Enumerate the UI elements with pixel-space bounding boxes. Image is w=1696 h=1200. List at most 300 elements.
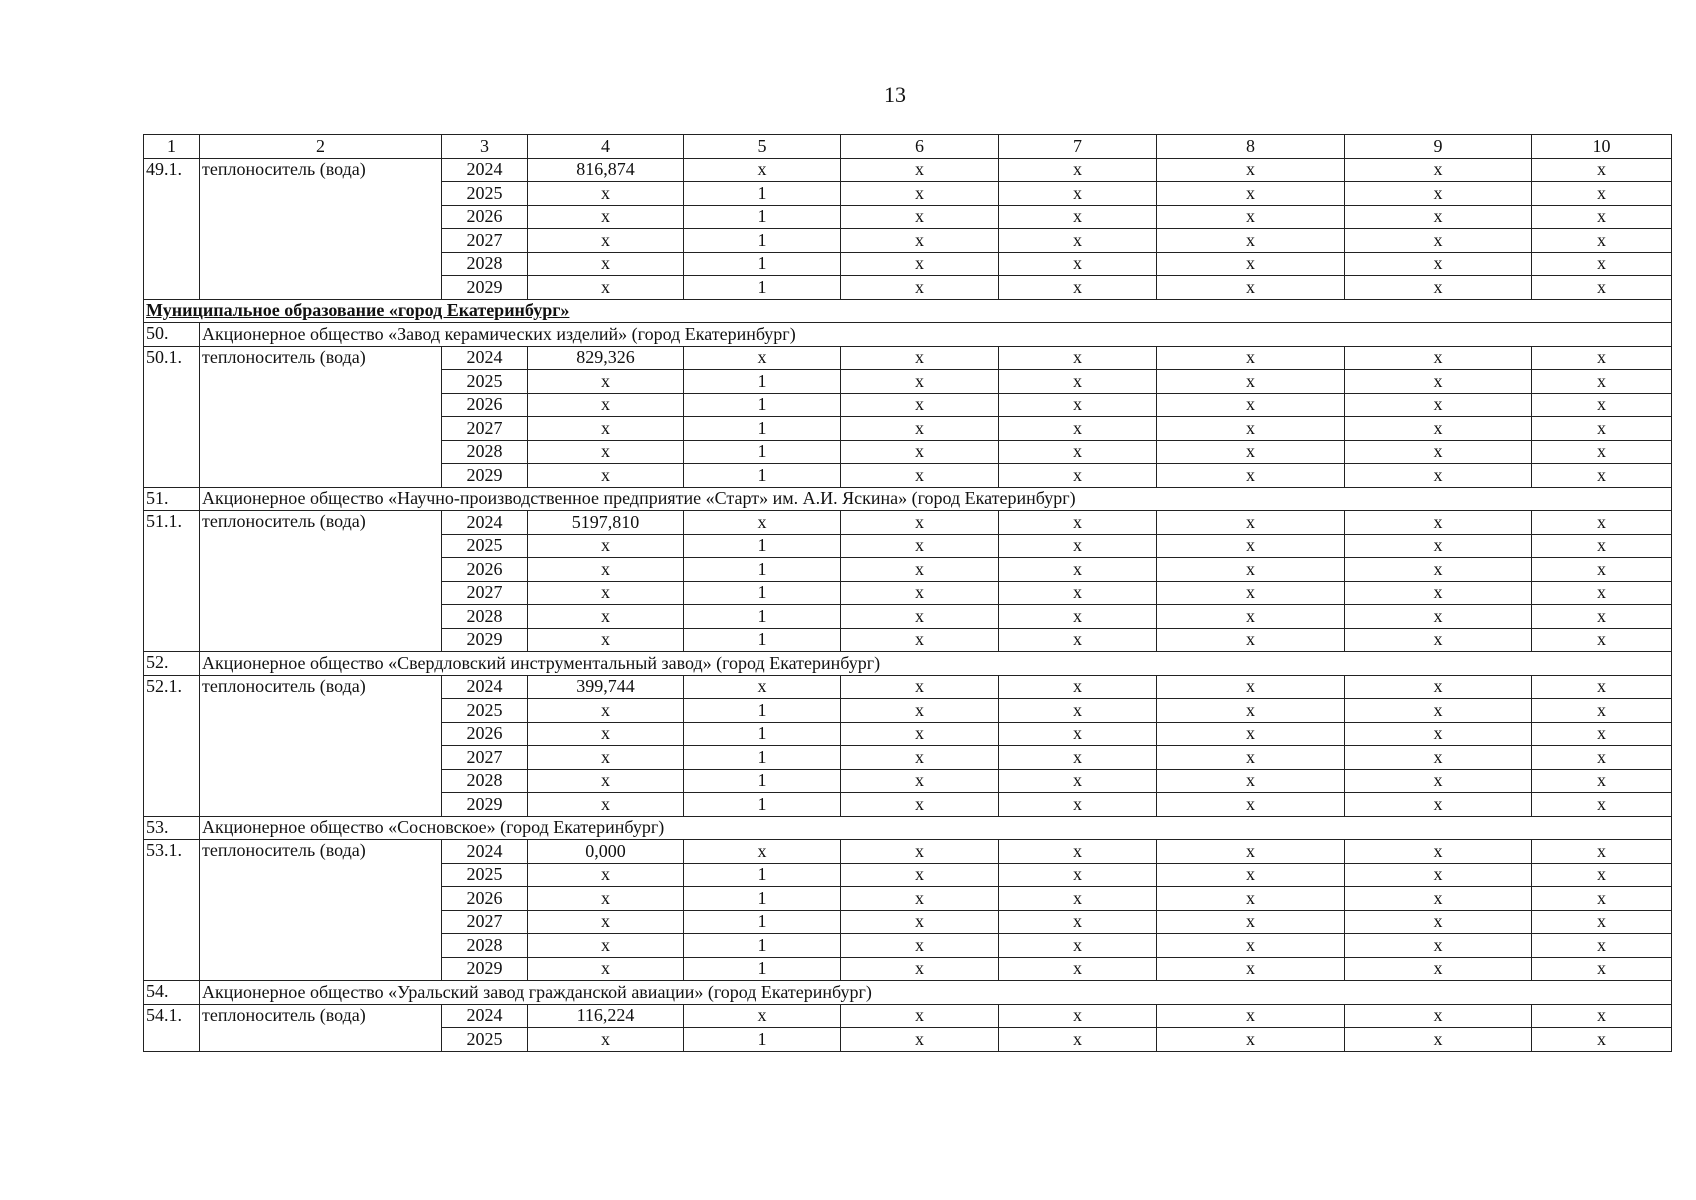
value-cell-col-4: х xyxy=(528,957,684,981)
value-cell-col-9: х xyxy=(1345,722,1532,746)
value-cell-col-10: х xyxy=(1532,581,1672,605)
column-number-7: 7 xyxy=(999,135,1157,159)
item-number: 51.1. xyxy=(144,511,200,652)
value-cell-col-5: 1 xyxy=(684,229,841,253)
value-cell-col-7: х xyxy=(999,605,1157,629)
value-cell-col-4: 399,744 xyxy=(528,675,684,699)
value-cell-col-9: х xyxy=(1345,1028,1532,1052)
value-cell-col-9: х xyxy=(1345,605,1532,629)
value-cell-col-7: х xyxy=(999,440,1157,464)
value-cell-col-4: х xyxy=(528,910,684,934)
value-cell-col-9: х xyxy=(1345,534,1532,558)
organization-row xyxy=(144,981,1672,1005)
value-cell-col-4: х xyxy=(528,722,684,746)
value-cell-col-4: х xyxy=(528,182,684,206)
value-cell-col-6: х xyxy=(841,440,999,464)
value-cell-col-10: х xyxy=(1532,699,1672,723)
value-cell-col-4: х xyxy=(528,205,684,229)
year-row xyxy=(144,840,1672,864)
value-cell-col-4: 0,000 xyxy=(528,840,684,864)
value-cell-col-8: х xyxy=(1157,793,1345,817)
value-cell-col-6: х xyxy=(841,605,999,629)
year-cell: 2026 xyxy=(442,558,528,582)
year-cell: 2025 xyxy=(442,182,528,206)
value-cell-col-6: х xyxy=(841,887,999,911)
year-cell: 2027 xyxy=(442,746,528,770)
value-cell-col-5: 1 xyxy=(684,182,841,206)
value-cell-col-4: х xyxy=(528,887,684,911)
value-cell-col-8: х xyxy=(1157,840,1345,864)
value-cell-col-10: х xyxy=(1532,511,1672,535)
value-cell-col-5: 1 xyxy=(684,957,841,981)
value-cell-col-4: х xyxy=(528,534,684,558)
value-cell-col-5: 1 xyxy=(684,746,841,770)
column-number-4: 4 xyxy=(528,135,684,159)
value-cell-col-9: х xyxy=(1345,417,1532,441)
value-cell-col-8: х xyxy=(1157,722,1345,746)
carrier-name: теплоноситель (вода) xyxy=(200,158,442,299)
value-cell-col-5: 1 xyxy=(684,934,841,958)
value-cell-col-7: х xyxy=(999,675,1157,699)
value-cell-col-10: х xyxy=(1532,440,1672,464)
value-cell-col-5: 1 xyxy=(684,863,841,887)
year-cell: 2026 xyxy=(442,205,528,229)
value-cell-col-7: х xyxy=(999,511,1157,535)
value-cell-col-10: х xyxy=(1532,793,1672,817)
value-cell-col-9: х xyxy=(1345,628,1532,652)
value-cell-col-10: х xyxy=(1532,276,1672,300)
value-cell-col-8: х xyxy=(1157,628,1345,652)
value-cell-col-10: х xyxy=(1532,534,1672,558)
value-cell-col-5: х xyxy=(684,1004,841,1028)
organization-row xyxy=(144,816,1672,840)
value-cell-col-6: х xyxy=(841,370,999,394)
value-cell-col-4: 116,224 xyxy=(528,1004,684,1028)
value-cell-col-10: х xyxy=(1532,1028,1672,1052)
year-row xyxy=(144,1004,1672,1028)
value-cell-col-10: х xyxy=(1532,229,1672,253)
column-number-10: 10 xyxy=(1532,135,1672,159)
value-cell-col-4: х xyxy=(528,605,684,629)
value-cell-col-5: 1 xyxy=(684,628,841,652)
value-cell-col-5: 1 xyxy=(684,393,841,417)
value-cell-col-10: х xyxy=(1532,605,1672,629)
value-cell-col-5: х xyxy=(684,346,841,370)
value-cell-col-6: х xyxy=(841,769,999,793)
carrier-name: теплоноситель (вода) xyxy=(200,675,442,816)
value-cell-col-8: х xyxy=(1157,746,1345,770)
year-cell: 2027 xyxy=(442,229,528,253)
year-cell: 2024 xyxy=(442,675,528,699)
value-cell-col-4: х xyxy=(528,699,684,723)
year-cell: 2028 xyxy=(442,252,528,276)
value-cell-col-9: х xyxy=(1345,229,1532,253)
value-cell-col-9: х xyxy=(1345,746,1532,770)
value-cell-col-5: 1 xyxy=(684,699,841,723)
value-cell-col-10: х xyxy=(1532,370,1672,394)
value-cell-col-9: х xyxy=(1345,558,1532,582)
value-cell-col-9: х xyxy=(1345,910,1532,934)
value-cell-col-6: х xyxy=(841,863,999,887)
year-cell: 2028 xyxy=(442,769,528,793)
value-cell-col-10: х xyxy=(1532,158,1672,182)
year-cell: 2027 xyxy=(442,581,528,605)
year-cell: 2024 xyxy=(442,511,528,535)
value-cell-col-7: х xyxy=(999,887,1157,911)
year-cell: 2024 xyxy=(442,1004,528,1028)
value-cell-col-8: х xyxy=(1157,158,1345,182)
value-cell-col-8: х xyxy=(1157,605,1345,629)
value-cell-col-4: х xyxy=(528,276,684,300)
value-cell-col-6: х xyxy=(841,746,999,770)
value-cell-col-7: х xyxy=(999,746,1157,770)
value-cell-col-9: х xyxy=(1345,699,1532,723)
value-cell-col-8: х xyxy=(1157,534,1345,558)
value-cell-col-6: х xyxy=(841,464,999,488)
value-cell-col-10: х xyxy=(1532,840,1672,864)
value-cell-col-4: х xyxy=(528,581,684,605)
value-cell-col-7: х xyxy=(999,276,1157,300)
year-cell: 2029 xyxy=(442,276,528,300)
value-cell-col-7: х xyxy=(999,393,1157,417)
value-cell-col-6: х xyxy=(841,957,999,981)
value-cell-col-4: 5197,810 xyxy=(528,511,684,535)
value-cell-col-5: 1 xyxy=(684,769,841,793)
value-cell-col-4: х xyxy=(528,934,684,958)
value-cell-col-5: 1 xyxy=(684,793,841,817)
value-cell-col-5: 1 xyxy=(684,910,841,934)
year-row xyxy=(144,158,1672,182)
value-cell-col-5: х xyxy=(684,840,841,864)
year-cell: 2024 xyxy=(442,346,528,370)
value-cell-col-6: х xyxy=(841,252,999,276)
value-cell-col-7: х xyxy=(999,205,1157,229)
year-cell: 2028 xyxy=(442,440,528,464)
organization-number: 52. xyxy=(144,652,200,676)
year-cell: 2025 xyxy=(442,699,528,723)
value-cell-col-7: х xyxy=(999,863,1157,887)
year-cell: 2025 xyxy=(442,534,528,558)
value-cell-col-4: х xyxy=(528,769,684,793)
value-cell-col-8: х xyxy=(1157,699,1345,723)
value-cell-col-9: х xyxy=(1345,346,1532,370)
value-cell-col-4: х xyxy=(528,393,684,417)
value-cell-col-8: х xyxy=(1157,252,1345,276)
value-cell-col-6: х xyxy=(841,934,999,958)
organization-number: 54. xyxy=(144,981,200,1005)
year-cell: 2025 xyxy=(442,863,528,887)
value-cell-col-8: х xyxy=(1157,229,1345,253)
value-cell-col-9: х xyxy=(1345,276,1532,300)
value-cell-col-9: х xyxy=(1345,393,1532,417)
value-cell-col-5: 1 xyxy=(684,534,841,558)
value-cell-col-10: х xyxy=(1532,887,1672,911)
value-cell-col-7: х xyxy=(999,581,1157,605)
value-cell-col-8: х xyxy=(1157,205,1345,229)
value-cell-col-9: х xyxy=(1345,581,1532,605)
value-cell-col-7: х xyxy=(999,158,1157,182)
page-number: 13 xyxy=(884,82,906,107)
organization-name: Акционерное общество «Уральский завод гражданской авиации» (город Екатеринбург) xyxy=(200,981,1672,1005)
value-cell-col-5: 1 xyxy=(684,205,841,229)
value-cell-col-10: х xyxy=(1532,675,1672,699)
value-cell-col-7: х xyxy=(999,910,1157,934)
value-cell-col-9: х xyxy=(1345,158,1532,182)
value-cell-col-4: х xyxy=(528,417,684,441)
value-cell-col-9: х xyxy=(1345,511,1532,535)
value-cell-col-10: х xyxy=(1532,558,1672,582)
value-cell-col-9: х xyxy=(1345,464,1532,488)
value-cell-col-4: х xyxy=(528,863,684,887)
value-cell-col-5: 1 xyxy=(684,464,841,488)
value-cell-col-4: 816,874 xyxy=(528,158,684,182)
year-cell: 2029 xyxy=(442,628,528,652)
value-cell-col-4: х xyxy=(528,370,684,394)
year-cell: 2029 xyxy=(442,464,528,488)
organization-name: Акционерное общество «Научно-производственное предприятие «Старт» им. А.И. Яскина» (город Екатеринбург) xyxy=(200,487,1672,511)
value-cell-col-10: х xyxy=(1532,910,1672,934)
value-cell-col-6: х xyxy=(841,182,999,206)
value-cell-col-4: х xyxy=(528,793,684,817)
value-cell-col-7: х xyxy=(999,699,1157,723)
year-cell: 2026 xyxy=(442,722,528,746)
value-cell-col-7: х xyxy=(999,793,1157,817)
value-cell-col-8: х xyxy=(1157,910,1345,934)
value-cell-col-7: х xyxy=(999,558,1157,582)
organization-number: 50. xyxy=(144,323,200,347)
value-cell-col-9: х xyxy=(1345,205,1532,229)
value-cell-col-4: х xyxy=(528,558,684,582)
value-cell-col-5: х xyxy=(684,675,841,699)
value-cell-col-8: х xyxy=(1157,440,1345,464)
value-cell-col-8: х xyxy=(1157,887,1345,911)
value-cell-col-5: 1 xyxy=(684,722,841,746)
item-number: 54.1. xyxy=(144,1004,200,1051)
section-title: Муниципальное образование «город Екатеринбург» xyxy=(144,299,1672,323)
value-cell-col-10: х xyxy=(1532,628,1672,652)
year-cell: 2026 xyxy=(442,887,528,911)
value-cell-col-10: х xyxy=(1532,182,1672,206)
value-cell-col-6: х xyxy=(841,1028,999,1052)
value-cell-col-4: х xyxy=(528,252,684,276)
item-number: 53.1. xyxy=(144,840,200,981)
value-cell-col-6: х xyxy=(841,910,999,934)
value-cell-col-7: х xyxy=(999,229,1157,253)
year-cell: 2024 xyxy=(442,158,528,182)
value-cell-col-10: х xyxy=(1532,417,1672,441)
value-cell-col-7: х xyxy=(999,722,1157,746)
value-cell-col-5: 1 xyxy=(684,887,841,911)
value-cell-col-8: х xyxy=(1157,1028,1345,1052)
value-cell-col-4: х xyxy=(528,628,684,652)
value-cell-col-7: х xyxy=(999,628,1157,652)
value-cell-col-5: 1 xyxy=(684,370,841,394)
value-cell-col-4: 829,326 xyxy=(528,346,684,370)
value-cell-col-10: х xyxy=(1532,252,1672,276)
organization-row xyxy=(144,652,1672,676)
value-cell-col-6: х xyxy=(841,1004,999,1028)
value-cell-col-6: х xyxy=(841,511,999,535)
value-cell-col-6: х xyxy=(841,793,999,817)
value-cell-col-4: х xyxy=(528,746,684,770)
organization-name: Акционерное общество «Свердловский инструментальный завод» (город Екатеринбург) xyxy=(200,652,1672,676)
value-cell-col-8: х xyxy=(1157,769,1345,793)
value-cell-col-10: х xyxy=(1532,746,1672,770)
value-cell-col-7: х xyxy=(999,346,1157,370)
value-cell-col-7: х xyxy=(999,1028,1157,1052)
value-cell-col-4: х xyxy=(528,229,684,253)
column-number-1: 1 xyxy=(144,135,200,159)
value-cell-col-6: х xyxy=(841,393,999,417)
value-cell-col-7: х xyxy=(999,1004,1157,1028)
value-cell-col-4: х xyxy=(528,440,684,464)
value-cell-col-6: х xyxy=(841,628,999,652)
value-cell-col-7: х xyxy=(999,769,1157,793)
value-cell-col-5: 1 xyxy=(684,581,841,605)
value-cell-col-9: х xyxy=(1345,252,1532,276)
column-number-row xyxy=(144,135,1672,159)
value-cell-col-7: х xyxy=(999,417,1157,441)
value-cell-col-9: х xyxy=(1345,1004,1532,1028)
item-number: 52.1. xyxy=(144,675,200,816)
value-cell-col-6: х xyxy=(841,417,999,441)
column-number-9: 9 xyxy=(1345,135,1532,159)
value-cell-col-7: х xyxy=(999,182,1157,206)
value-cell-col-10: х xyxy=(1532,1004,1672,1028)
value-cell-col-5: 1 xyxy=(684,276,841,300)
value-cell-col-6: х xyxy=(841,699,999,723)
column-number-2: 2 xyxy=(200,135,442,159)
carrier-name: теплоноситель (вода) xyxy=(200,346,442,487)
year-cell: 2028 xyxy=(442,605,528,629)
value-cell-col-7: х xyxy=(999,934,1157,958)
value-cell-col-8: х xyxy=(1157,863,1345,887)
organization-row xyxy=(144,487,1672,511)
column-number-5: 5 xyxy=(684,135,841,159)
organization-row xyxy=(144,323,1672,347)
value-cell-col-9: х xyxy=(1345,440,1532,464)
value-cell-col-10: х xyxy=(1532,769,1672,793)
value-cell-col-9: х xyxy=(1345,793,1532,817)
item-number: 50.1. xyxy=(144,346,200,487)
value-cell-col-6: х xyxy=(841,346,999,370)
value-cell-col-7: х xyxy=(999,464,1157,488)
value-cell-col-5: х xyxy=(684,158,841,182)
value-cell-col-10: х xyxy=(1532,934,1672,958)
value-cell-col-9: х xyxy=(1345,840,1532,864)
year-cell: 2029 xyxy=(442,793,528,817)
value-cell-col-7: х xyxy=(999,840,1157,864)
value-cell-col-6: х xyxy=(841,722,999,746)
value-cell-col-8: х xyxy=(1157,675,1345,699)
value-cell-col-6: х xyxy=(841,558,999,582)
value-cell-col-5: 1 xyxy=(684,1028,841,1052)
value-cell-col-8: х xyxy=(1157,182,1345,206)
year-row xyxy=(144,346,1672,370)
value-cell-col-6: х xyxy=(841,158,999,182)
value-cell-col-5: 1 xyxy=(684,558,841,582)
value-cell-col-9: х xyxy=(1345,769,1532,793)
value-cell-col-10: х xyxy=(1532,393,1672,417)
year-cell: 2028 xyxy=(442,934,528,958)
value-cell-col-10: х xyxy=(1532,464,1672,488)
section-row xyxy=(144,299,1672,323)
value-cell-col-7: х xyxy=(999,534,1157,558)
value-cell-col-8: х xyxy=(1157,417,1345,441)
carrier-name: теплоноситель (вода) xyxy=(200,840,442,981)
column-number-3: 3 xyxy=(442,135,528,159)
carrier-name: теплоноситель (вода) xyxy=(200,1004,442,1051)
value-cell-col-8: х xyxy=(1157,581,1345,605)
value-cell-col-8: х xyxy=(1157,276,1345,300)
column-number-6: 6 xyxy=(841,135,999,159)
value-cell-col-10: х xyxy=(1532,346,1672,370)
organization-name: Акционерное общество «Завод керамических изделий» (город Екатеринбург) xyxy=(200,323,1672,347)
year-cell: 2027 xyxy=(442,417,528,441)
value-cell-col-9: х xyxy=(1345,934,1532,958)
value-cell-col-6: х xyxy=(841,675,999,699)
value-cell-col-9: х xyxy=(1345,182,1532,206)
value-cell-col-8: х xyxy=(1157,957,1345,981)
value-cell-col-7: х xyxy=(999,252,1157,276)
value-cell-col-9: х xyxy=(1345,957,1532,981)
value-cell-col-6: х xyxy=(841,534,999,558)
year-cell: 2026 xyxy=(442,393,528,417)
year-cell: 2025 xyxy=(442,1028,528,1052)
value-cell-col-7: х xyxy=(999,370,1157,394)
year-cell: 2024 xyxy=(442,840,528,864)
value-cell-col-5: 1 xyxy=(684,440,841,464)
value-cell-col-4: х xyxy=(528,464,684,488)
value-cell-col-10: х xyxy=(1532,863,1672,887)
tariff-table xyxy=(143,134,1672,1052)
year-cell: 2029 xyxy=(442,957,528,981)
value-cell-col-5: х xyxy=(684,511,841,535)
value-cell-col-8: х xyxy=(1157,1004,1345,1028)
organization-number: 53. xyxy=(144,816,200,840)
value-cell-col-6: х xyxy=(841,276,999,300)
value-cell-col-10: х xyxy=(1532,957,1672,981)
value-cell-col-5: 1 xyxy=(684,252,841,276)
value-cell-col-8: х xyxy=(1157,346,1345,370)
column-number-8: 8 xyxy=(1157,135,1345,159)
value-cell-col-5: 1 xyxy=(684,417,841,441)
year-cell: 2025 xyxy=(442,370,528,394)
year-cell: 2027 xyxy=(442,910,528,934)
value-cell-col-5: 1 xyxy=(684,605,841,629)
value-cell-col-6: х xyxy=(841,229,999,253)
carrier-name: теплоноситель (вода) xyxy=(200,511,442,652)
value-cell-col-8: х xyxy=(1157,558,1345,582)
item-number: 49.1. xyxy=(144,158,200,299)
value-cell-col-9: х xyxy=(1345,675,1532,699)
value-cell-col-10: х xyxy=(1532,205,1672,229)
value-cell-col-9: х xyxy=(1345,887,1532,911)
organization-name: Акционерное общество «Сосновское» (город Екатеринбург) xyxy=(200,816,1672,840)
year-row xyxy=(144,511,1672,535)
value-cell-col-8: х xyxy=(1157,370,1345,394)
value-cell-col-6: х xyxy=(841,840,999,864)
value-cell-col-8: х xyxy=(1157,934,1345,958)
value-cell-col-10: х xyxy=(1532,722,1672,746)
value-cell-col-6: х xyxy=(841,581,999,605)
value-cell-col-6: х xyxy=(841,205,999,229)
organization-number: 51. xyxy=(144,487,200,511)
value-cell-col-7: х xyxy=(999,957,1157,981)
value-cell-col-9: х xyxy=(1345,863,1532,887)
year-row xyxy=(144,675,1672,699)
value-cell-col-8: х xyxy=(1157,511,1345,535)
